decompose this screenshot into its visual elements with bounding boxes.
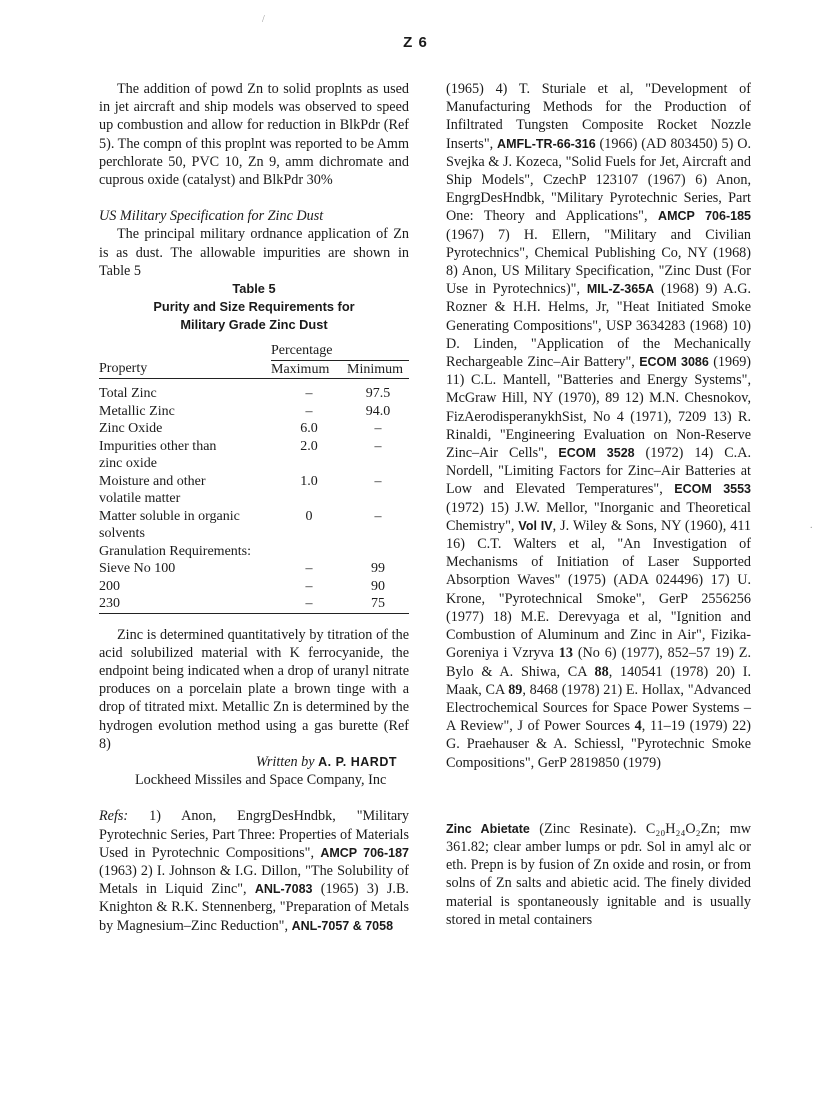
ref-code: ECOM 3086 xyxy=(639,355,709,370)
property-cell: Moisture and other xyxy=(99,473,206,489)
author-name: A. P. HARDT xyxy=(318,754,397,769)
ref-code: ECOM 3528 xyxy=(558,446,635,461)
spec-paragraph: The principal military ordnance application of Zn is as dust. The allowable impurities are shown in Table 5 xyxy=(99,226,409,279)
percentage-header: Percentage xyxy=(271,342,409,360)
ref-text: (1972) 14) C.A. Nordell, "Limiting Factors for Zinc–Air Batteries at Low and Elevated Temperatures", xyxy=(446,445,751,498)
references-start xyxy=(99,807,409,934)
property-cell: Granulation Requirements: xyxy=(99,543,252,559)
minimum-cell: – xyxy=(374,473,382,489)
table-row xyxy=(99,595,409,613)
table-row xyxy=(99,525,409,543)
minimum-cell: 97.5 xyxy=(365,386,391,402)
minimum-cell: – xyxy=(374,421,382,437)
maximum-cell xyxy=(271,543,347,561)
table-caption-number: Table 5 xyxy=(232,281,276,297)
maximum-cell: 0 xyxy=(305,508,313,524)
written-by-label: Written by xyxy=(255,753,315,770)
ref-text: (1963) 2) I. Johnson & I.G. Dillon, "The Solubility of Metals in Liquid Zinc", xyxy=(99,862,409,898)
property-cell: 230 xyxy=(99,595,271,613)
property-cell: solvents xyxy=(99,526,145,542)
ref-volume: 13 xyxy=(558,645,573,662)
ref-text: (1967) 7) H. Ellern, "Military and Civilian Pyrotechnics", Chemical Publishing Co, NY (1968) 8) Anon, US Military Specification, "Zinc Dust (For Use in Pyrotechnics)", xyxy=(446,226,751,298)
minimum-cell: 99 xyxy=(371,561,385,577)
maximum-cell: – xyxy=(305,386,313,402)
ref-text: , J. Wiley & Sons, NY (1960), 411 16) C.T. Walters et al, "An Investigation of Mechanisms of Initiation of Laser Supported Absorption Waves" (1975) (ADA 024496) 17) U. Krone, "Pyrotechnical Smoke", GerP 2556256 (1977) 18) M.E. Derevyaga et al, "Ignition and Combustion of Aluminum and Zinc in Air", Fizika-Goreniya i Vzryva xyxy=(446,517,751,662)
ref-text: (No 6) (1977), 852–57 19) Z. Bylo & A. Shiwa, CA xyxy=(446,645,751,680)
ref-code: ANL-7057 & 7058 xyxy=(291,918,394,933)
ref-text: (1965) 4) T. Sturiale et al, "Development of Manufacturing Methods for the Production of Infiltrated Tungsten Composite Rocket Nozzle Inserts", xyxy=(446,81,751,152)
maximum-cell: – xyxy=(305,578,313,594)
purity-table xyxy=(99,342,409,614)
table-row xyxy=(99,455,409,473)
maximum-cell: – xyxy=(305,403,313,419)
ref-text: (1972) 15) J.W. Mellor, "Inorganic and Theoretical Chemistry", xyxy=(446,499,751,534)
minimum-cell xyxy=(347,490,409,508)
table-row xyxy=(99,508,409,526)
table-row xyxy=(99,490,409,508)
property-cell: Metallic Zinc xyxy=(99,403,175,419)
ref-code: ANL-7083 xyxy=(254,882,313,897)
ref-code: Vol IV xyxy=(518,518,553,533)
property-header: Property xyxy=(99,360,271,379)
ref-text: (1968) 9) A.G. Rozner & H.H. Helms, Jr, "Heat Initiated Smoke Generating Compositions", USP 3634283 (1968) 10) D. Linden, "Application of the Mechanically Rechargeable Zinc–Air Battery", xyxy=(446,281,751,371)
table-row xyxy=(99,543,409,561)
ref-text: (1965) 3) J.B. Knighton & R.K. Stennenberg, "Preparation of Metals by Magnesium–Zinc Reduction", xyxy=(99,881,409,934)
minimum-cell xyxy=(347,525,409,543)
abietate-title: Zinc Abietate xyxy=(446,821,530,836)
ref-volume: 4 xyxy=(634,718,642,735)
right-column xyxy=(446,80,751,929)
table-row xyxy=(99,473,409,491)
ref-text: , 8468 (1978) 21) E. Hollax, "Advanced Electrochemical Sources for Space Power Systems – A Review", J of Power Sources xyxy=(446,681,751,735)
affiliation: Lockheed Missiles and Space Company, Inc xyxy=(135,772,387,789)
ref-code: MIL-Z-365A xyxy=(586,282,655,297)
spec-heading: US Military Specification for Zinc Dust xyxy=(99,208,324,225)
ref-code: ECOM 3553 xyxy=(674,482,751,497)
minimum-header: Minimum xyxy=(347,360,409,379)
table-body xyxy=(99,385,409,613)
page-number: Z 6 xyxy=(403,34,428,51)
property-cell: Sieve No 100 xyxy=(99,561,176,577)
table-row xyxy=(99,403,409,421)
left-column xyxy=(99,80,409,935)
table-row xyxy=(99,578,409,596)
property-cell: volatile matter xyxy=(99,491,181,507)
scan-mark: / xyxy=(262,14,265,25)
intro-paragraph: The addition of powd Zn to solid proplnts as used in jet aircraft and ship models was observed to speed up combustion and allow for reduction in BlkPdr (Ref 5). The compn of this proplnt was reported to be Amm perchlorate 50, PVC 10, Zn 9, amm dichromate and cuprous oxide (catalyst) and BlkPdr 30% xyxy=(99,81,409,189)
minimum-cell: 94.0 xyxy=(365,403,391,419)
table-row xyxy=(99,420,409,438)
minimum-cell xyxy=(347,455,409,473)
ref-text: , 11–19 (1979) 22) G. Praehauser & A. Schiessl, "Pyrotechnic Smoke Compositions", GerP 2819850 (1979) xyxy=(446,718,751,771)
ref-text: 1) Anon, EngrgDesHndbk, "Military Pyrotechnic Series, Part Three: Properties of Materials Used in Pyrotechnic Compositions", xyxy=(99,808,409,861)
minimum-cell: 75 xyxy=(347,595,409,613)
ref-text: (1966) (AD 803450) 5) O. Svejka & J. Kozeca, "Solid Fuels for Jet, Aircraft and Ship Models", CzechP 123107 (1967) 6) Anon, EngrgDesHndbk, "Military Pyrotechnic Series, Part One: Theory and Applications", xyxy=(446,135,751,225)
property-cell: Zinc Oxide xyxy=(99,421,163,437)
maximum-header: Maximum xyxy=(271,360,347,379)
references-continued xyxy=(446,80,751,772)
ref-code: AMFL-TR-66-316 xyxy=(497,136,596,151)
maximum-cell xyxy=(271,490,347,508)
maximum-cell xyxy=(271,525,347,543)
minimum-cell: – xyxy=(374,508,382,524)
ref-volume: 88 xyxy=(594,663,609,680)
abietate-text: (Zinc Resinate). C₂₀H₂₄O₂Zn; mw 361.82; clear amber lumps or pdr. Sol in amyl alc or eth. Prepn is by fusion of Zn oxide and rosin, or from solns of Zn salts and abietic acid. The finely divided material is spontaneously ignitable and is usually stored in metal containers xyxy=(446,820,751,928)
maximum-cell: 1.0 xyxy=(300,473,318,489)
property-cell: Impurities other than xyxy=(99,438,217,454)
ref-text: , 140541 (1978) 20) I. Maak, CA xyxy=(446,663,751,698)
table-row xyxy=(99,438,409,456)
maximum-cell: – xyxy=(271,595,347,613)
ref-code: AMCP 706-187 xyxy=(320,845,409,860)
property-cell: 200 xyxy=(99,578,120,594)
minimum-cell: – xyxy=(374,438,382,454)
maximum-cell: – xyxy=(305,561,313,577)
author-line xyxy=(99,753,409,771)
property-cell: Matter soluble in organic xyxy=(99,508,240,524)
table-row xyxy=(99,560,409,578)
maximum-cell: 6.0 xyxy=(300,421,318,437)
zinc-abietate-entry xyxy=(446,820,751,929)
ref-code: AMCP 706-185 xyxy=(658,209,751,224)
table-caption-title: Purity and Size Requirements for xyxy=(153,299,355,315)
scan-mark: . xyxy=(810,520,813,531)
refs-label: Refs: xyxy=(99,808,129,825)
table-row xyxy=(99,385,409,403)
property-cell: zinc oxide xyxy=(99,456,157,472)
property-cell: Total Zinc xyxy=(99,386,157,402)
maximum-cell: 2.0 xyxy=(300,438,318,454)
minimum-cell: 90 xyxy=(371,578,385,594)
minimum-cell xyxy=(347,543,409,561)
ref-text: (1969) 11) C.L. Mantell, "Batteries and Energy Systems", McGraw Hill, NY (1970), 89 12) M.N. Chesnokov, FizAerodisperanykhSist, No 4 (1971), 7209 13) R. Rinaldi, "Engineering Evaluation on Non-Reserve Zinc–Air Cells", xyxy=(446,354,752,462)
maximum-cell xyxy=(271,455,347,473)
ref-volume: 89 xyxy=(508,681,523,698)
table-caption-subtitle: Military Grade Zinc Dust xyxy=(180,317,328,333)
determination-paragraph: Zinc is determined quantitatively by titration of the acid solubilized material with K ferrocyanide, the endpoint being indicated when a drop of uranyl nitrate produces on a porcelain plate a brown tinge with a drop of titrated mixt. Metallic Zn is determined by the hydrogen evolution method using a gas burette (Ref 8) xyxy=(99,626,409,752)
